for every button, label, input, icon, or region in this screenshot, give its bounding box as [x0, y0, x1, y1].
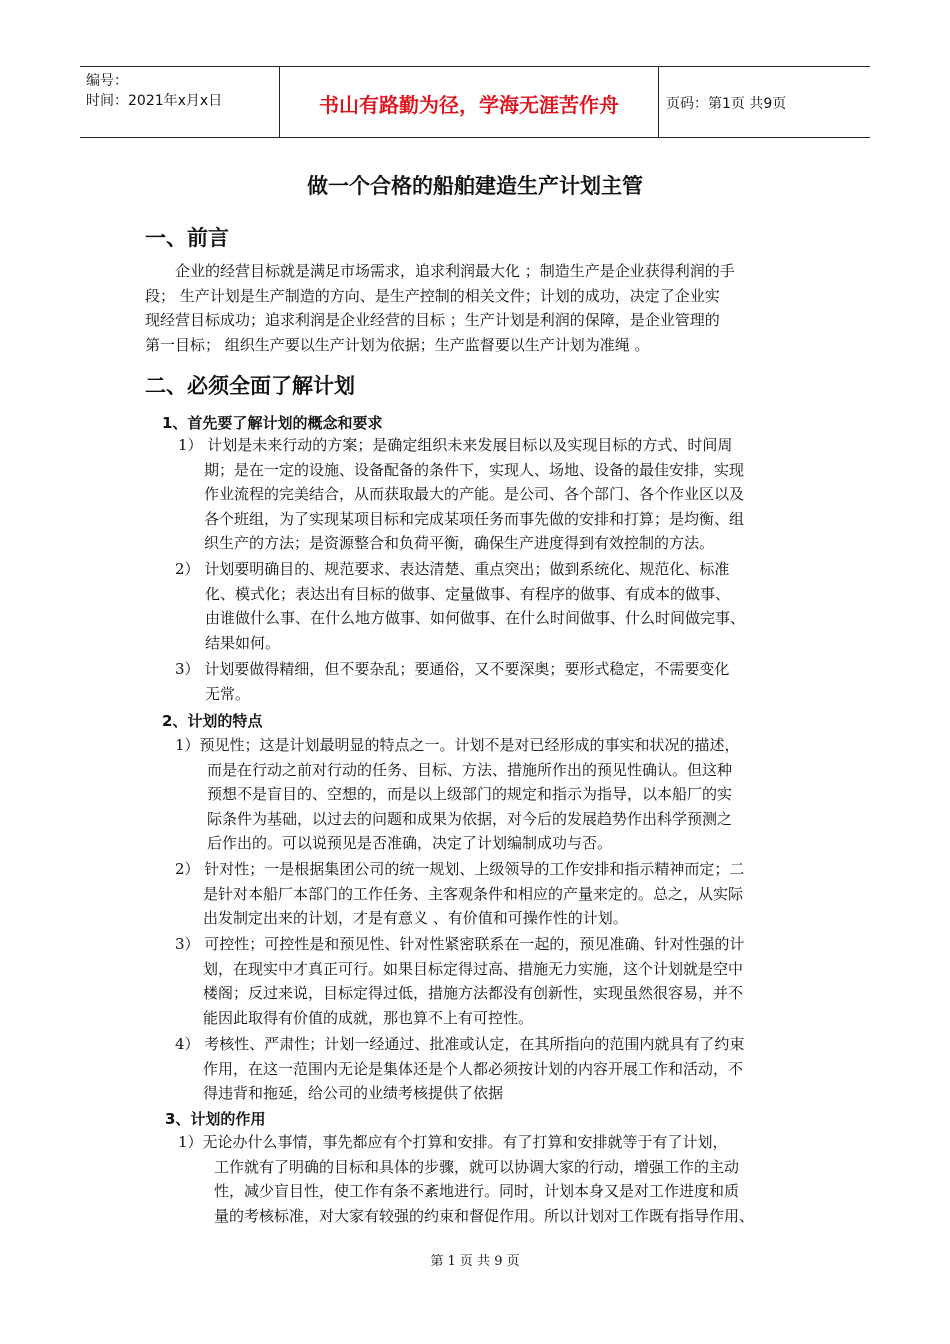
paragraph-line: 现经营目标成功；追求利润是企业经营的目标 ；生产计划是利润的保障，是企业管理的: [145, 311, 720, 329]
paragraph-line: 由谁做什么事、在什么地方做事、如何做事、在什么时间做事、什么时间做完事、: [205, 609, 746, 627]
document-title: 做一个合格的船舶建造生产计划主管: [307, 174, 643, 198]
paragraph-line: 化、模式化；表达出有目标的做事、定量做事、有程序的做事、有成本的做事、: [205, 584, 731, 603]
paragraph-line: 2） 针对性；一是根据集团公司的统一规划、上级领导的工作安排和指示精神而定；二: [175, 860, 745, 878]
paragraph-line: 1）无论办什么事情，事先都应有个打算和安排。有了打算和安排就等于有了计划，: [178, 1133, 728, 1151]
list-item: [175, 557, 745, 655]
paragraph-line: 际条件为基础，以过去的问题和成果为依据，对今后的发展趋势作出科学预测之: [207, 809, 733, 828]
section-heading-understand-plan: 二、必须全面了解计划: [145, 374, 355, 398]
subheading-features: 2、计划的特点: [162, 712, 263, 730]
header-table: [80, 66, 870, 138]
paragraph-line: 性，减少盲目性，使工作有条不紊地进行。同时，计划本身又是对工作进度和质: [214, 1182, 740, 1200]
paragraph-line: 第一目标； 组织生产要以生产计划为依据；生产监督要以生产计划为准绳 。: [145, 335, 650, 354]
paragraph-line: 出发制定出来的计划，才是有意义 、有价值和可操作性的计划。: [203, 909, 628, 927]
list-item: [178, 1130, 754, 1228]
paragraph-line: 2） 计划要明确目的、规范要求、表达清楚、重点突出；做到系统化、规范化、标准: [175, 560, 730, 578]
paragraph-line: 而是在行动之前对行动的任务、目标、方法、措施所作出的预见性确认。但这种: [207, 760, 733, 779]
doc-date: 时间：2021年x月x日: [86, 93, 223, 109]
paragraph-line: 是针对本船厂本部门的工作任务、主客观条件和相应的产量来定的。总之，从实际: [203, 884, 744, 903]
header-divider: [658, 67, 659, 137]
paragraph-line: 作用，在这一范围内无论是集体还是个人都必须按计划的内容开展工作和活动，不: [203, 1059, 744, 1078]
list-item: [175, 932, 744, 1030]
list-item: [175, 733, 740, 856]
preface-paragraph: [145, 259, 735, 357]
list-item: [175, 1032, 744, 1106]
paragraph-line: 期；是在一定的设施、设备配备的条件下，实现人、场地、设备的最佳安排，实现: [204, 460, 745, 479]
paragraph-line: 结果如何。: [205, 633, 281, 652]
paragraph-line: 企业的经营目标就是满足市场需求，追求利润最大化 ；制造生产是企业获得利润的手: [175, 262, 735, 280]
paragraph-line: 3） 计划要做得精细，但不要杂乱；要通俗，又不要深奥；要形式稳定，不需要变化: [175, 660, 730, 678]
paragraph-line: 3） 可控性；可控性是和预见性、针对性紧密联系在一起的，预见准确、针对性强的计: [175, 935, 745, 953]
paragraph-line: 划，在现实中才真正可行。如果目标定得过高、措施无力实施，这个计划就是空中: [203, 959, 744, 978]
paragraph-line: 段； 生产计划是生产制造的方向、是生产控制的相关文件；计划的成功，决定了企业实: [145, 286, 720, 305]
paragraph-line: 作业流程的完美结合，从而获取最大的产能。是公司、各个部门、各个作业区以及: [204, 485, 745, 503]
paragraph-line: 能因此取得有价值的成就，那也算不上有可控性。: [203, 1008, 534, 1027]
subheading-concept: 1、首先要了解计划的概念和要求: [162, 414, 383, 432]
header-motto: 书山有路勤为径，学海无涯苦作舟: [319, 93, 619, 117]
paragraph-line: 织生产的方法；是资源整合和负荷平衡，确保生产进度得到有效控制的方法。: [204, 534, 715, 552]
paragraph-line: 1）预见性；这是计划最明显的特点之一。计划不是对已经形成的事实和状况的描述，: [175, 736, 740, 754]
paragraph-line: 工作就有了明确的目标和具体的步骤，就可以协调大家的行动，增强工作的主动: [214, 1157, 740, 1176]
header-page-info: 页码：第1页 共9页: [666, 96, 787, 112]
paragraph-line: 预想不是盲目的、空想的，而是以上级部门的规定和指示为指导，以本船厂的实: [207, 785, 733, 803]
paragraph-line: 4） 考核性、严肃性；计划一经通过、批准或认定，在其所指向的范围内就具有了约束: [175, 1035, 745, 1053]
paragraph-line: 量的考核标准，对大家有较强的约束和督促作用。所以计划对工作既有指导作用、: [214, 1206, 755, 1225]
header-left-cell: [86, 71, 276, 111]
list-item: [175, 657, 729, 706]
paragraph-line: 楼阁；反过来说，目标定得过低，措施方法都没有创新性，实现虽然很容易，并不: [203, 984, 744, 1002]
paragraph-line: 1） 计划是未来行动的方案；是确定组织未来发展目标以及实现目标的方式、时间周: [178, 436, 733, 454]
paragraph-line: 无常。: [205, 684, 251, 703]
paragraph-line: 得违背和拖延，给公司的业绩考核提供了依据: [203, 1084, 504, 1102]
page-footer: 第 1 页 共 9 页: [430, 1254, 520, 1269]
section-heading-preface: 一、前言: [145, 226, 229, 250]
paragraph-line: 后作出的。可以说预见是否准确，决定了计划编制成功与否。: [207, 834, 613, 852]
doc-number-label: 编号：: [86, 73, 128, 89]
subheading-role: 3、计划的作用: [165, 1110, 266, 1128]
paragraph-line: 各个班组，为了实现某项目标和完成某项任务而事先做的安排和打算；是均衡、组: [204, 509, 745, 528]
list-item: [178, 433, 744, 556]
list-item: [175, 857, 744, 931]
